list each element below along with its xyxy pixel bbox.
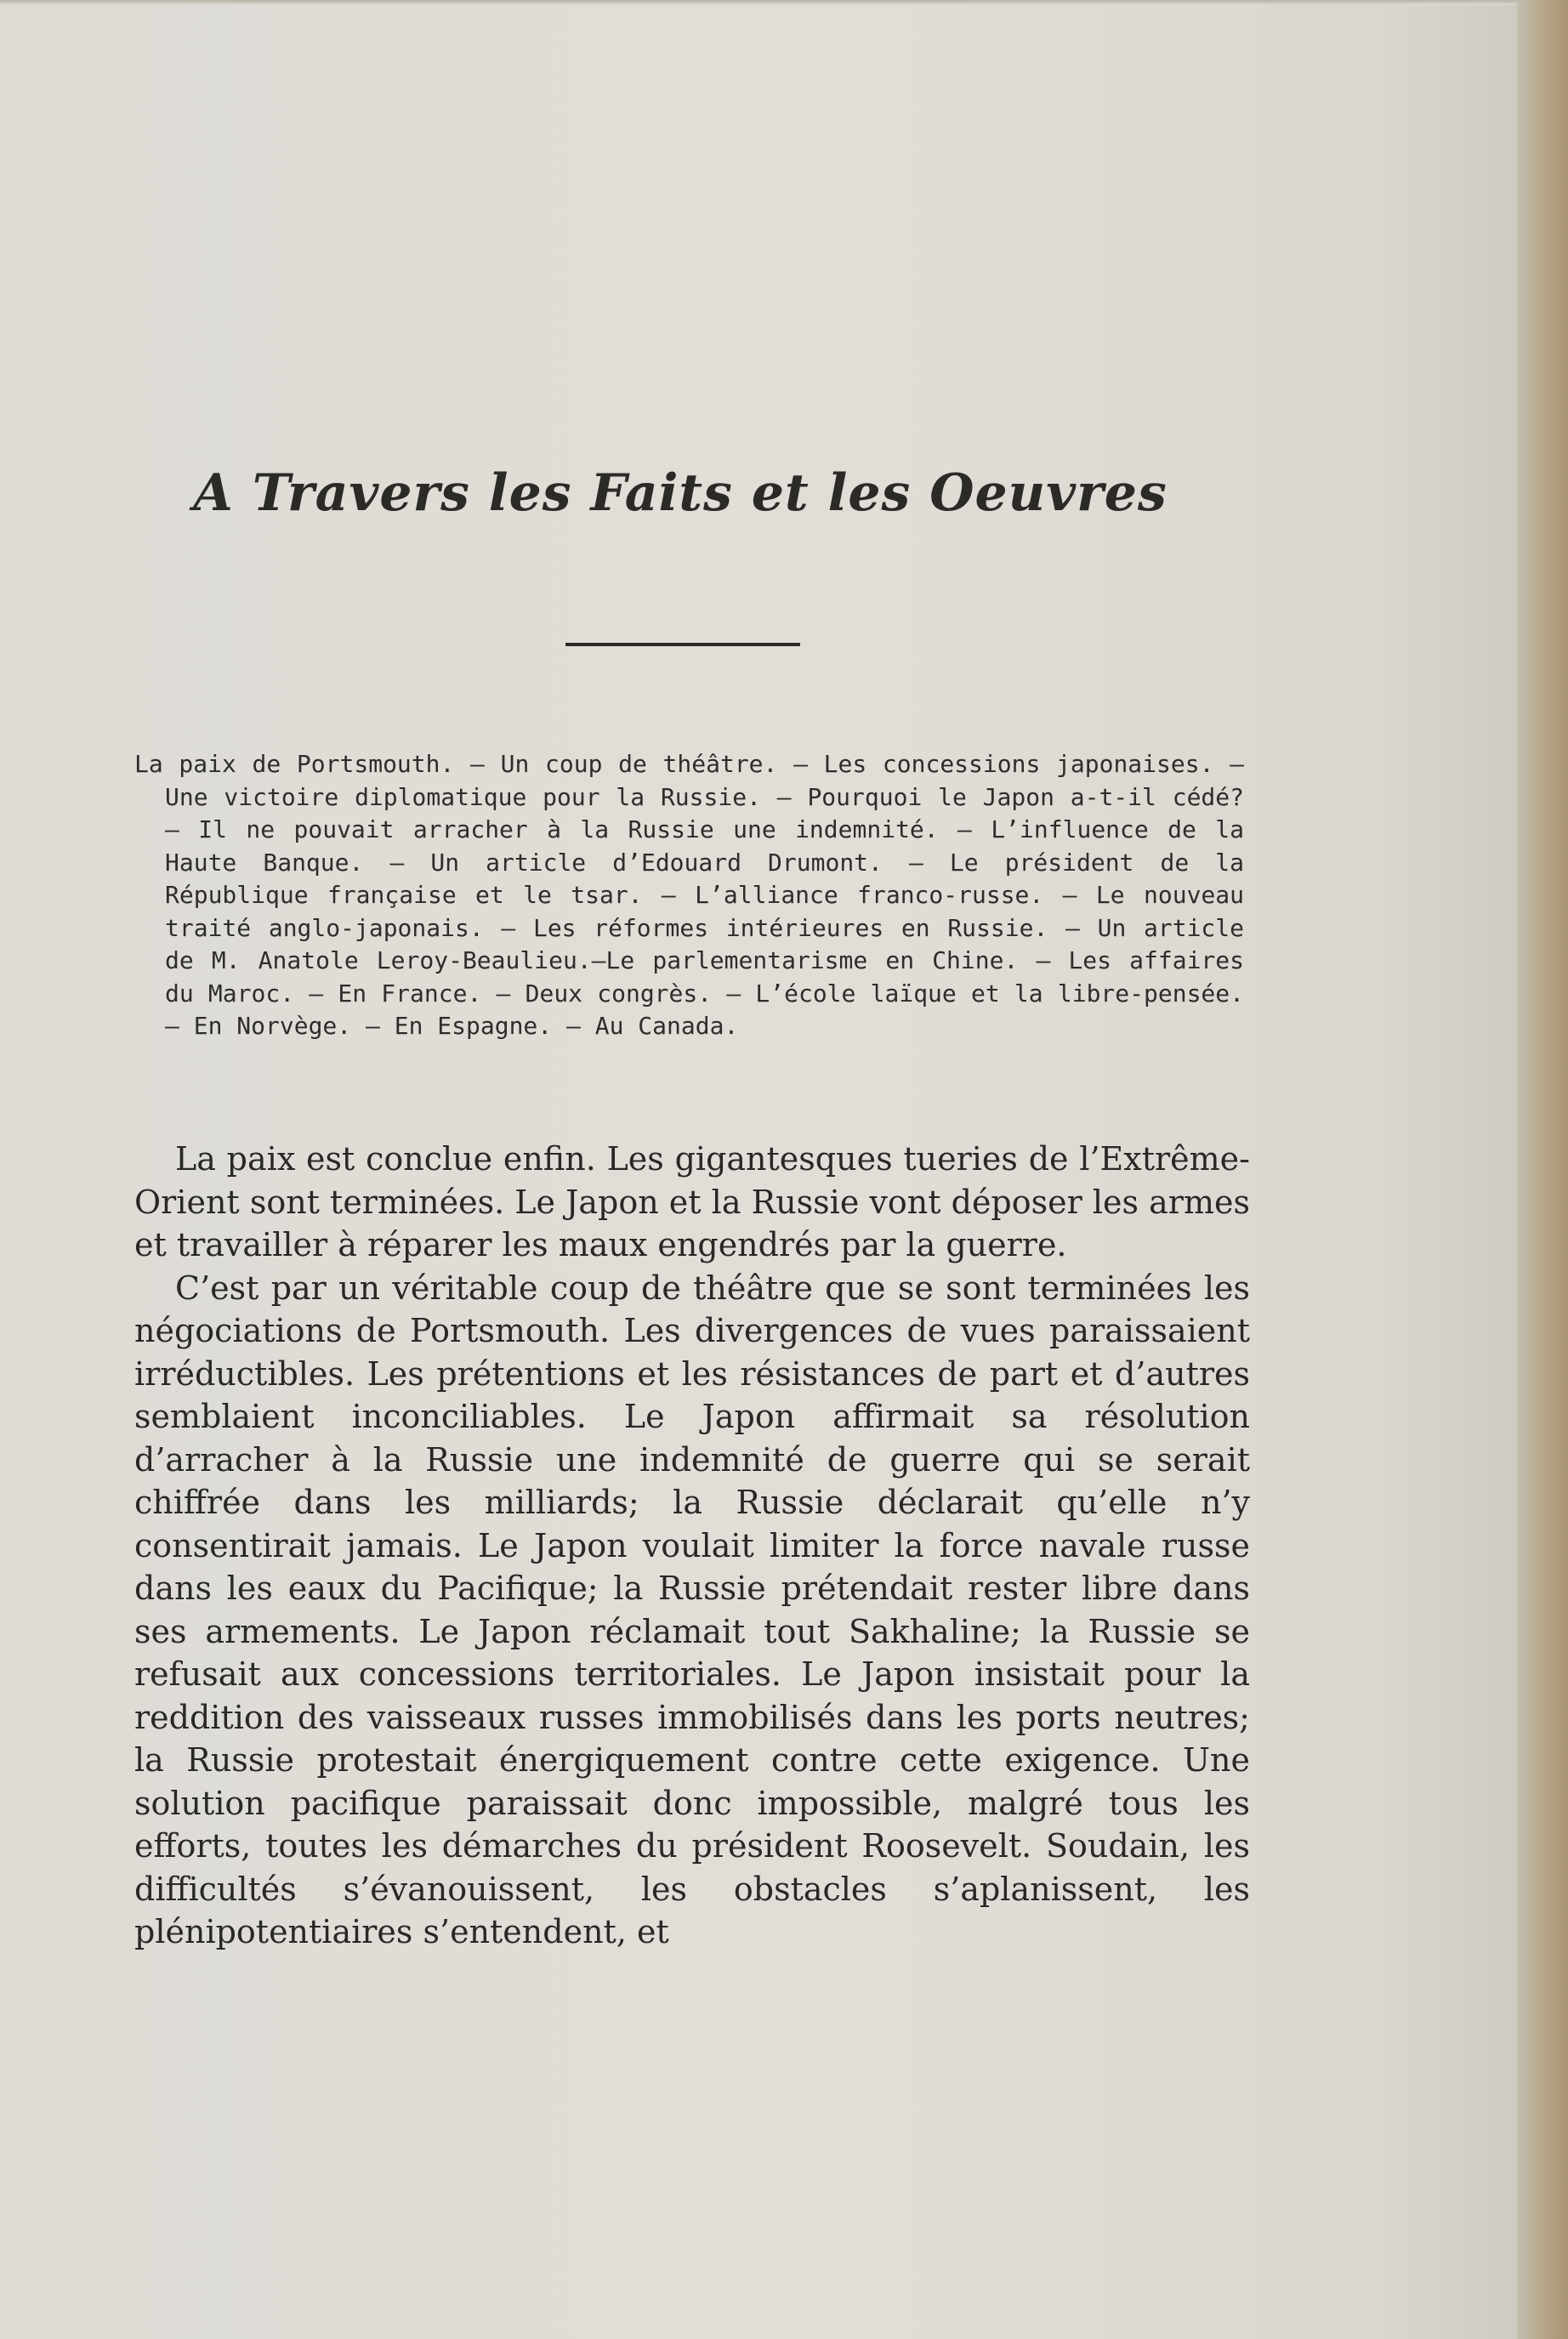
body-text (134, 1138, 1250, 1954)
paragraph: C’est par un véritable coup de théâtre que se sont terminées les négociations de Portsmouth. Les divergences de vues paraissaient irréductibles. Les prétentions et les résistances de part et d’autres semblaient inconciliables. Le Japon affirmait sa résolution d’arracher à la Russie une indemnité de guerre qui se serait chiffrée dans les milliards; la Russie déclarait qu’elle n’y consentirait jamais. Le Japon voulait limiter la force navale russe dans les eaux du Pacifique; la Russie prétendait rester libre dans ses armements. Le Japon réclamait tout Sakhaline; la Russie se refusait aux concessions territoriales. Le Japon insistait pour la reddition des vaisseaux russes immobilisés dans les ports neutres; la Russie protestait énergiquement contre cette exigence. Une solution pacifique paraissait donc impossible, malgré tous les efforts, toutes les démarches du président Roosevelt. Soudain, les difficultés s’évanouissent, les obstacles s’aplanissent, les plénipotentiaires s’entendent, et (134, 1269, 1250, 1950)
chapter-summary: La paix de Portsmouth. — Un coup de théâtre. — Les concessions japonaises. — Une victoire diplomatique pour la Russie. — Pourquoi le Japon a-t-il cédé? — Il ne pouvait arracher à la Russie une indemnité. — L’influence de la Haute Banque. — Un article d’Edouard Drumont. — Le président de la République française et le tsar. — L’alliance franco-russe. — Le nouveau traité anglo-japonais. — Les réformes intérieures en Russie. — Un article de M. Anatole Leroy-Beaulieu.—Le parlementarisme en Chine. — Les affaires du Maroc. — En France. — Deux congrès. — L’école laïque et la libre-pensée. — En Norvège. — En Espagne. — Au Canada. (134, 750, 1244, 1040)
chapter-title: A Travers les Faits et les Oeuvres (193, 463, 1167, 523)
book-spine-edge (1517, 0, 1568, 2339)
title-divider (565, 643, 800, 646)
paragraph: La paix est conclue enfin. Les gigantesques tueries de l’Extrême-Orient sont terminées. Le Japon et la Russie vont déposer les armes et travailler à réparer les maux engendrés par la guerre. (134, 1140, 1250, 1263)
page-top-edge (0, 0, 1568, 5)
